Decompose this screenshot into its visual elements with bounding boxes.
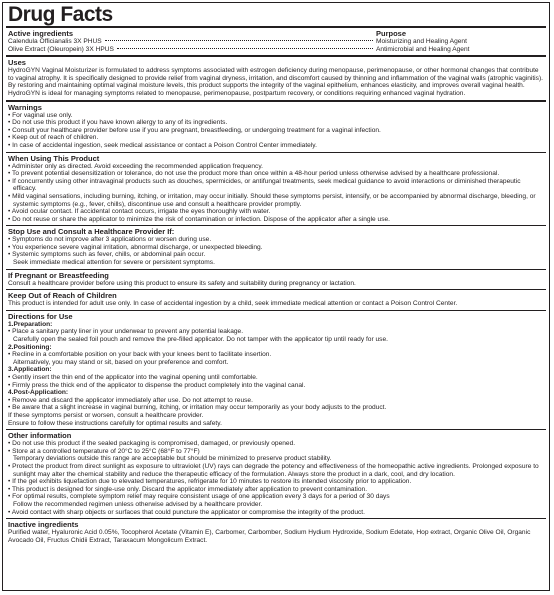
- direction-item-continuation: Alternatively, you may stand or sit, based on your preference and comfort.: [13, 358, 229, 366]
- pregnant-text: Consult a healthcare provider before using this product to ensure its safety and suitability during pregnancy or lactation.: [8, 279, 356, 287]
- directions-heading: Directions for Use: [8, 311, 73, 321]
- when-using-item: • Do not reuse or share the applicator to minimize the risk of contamination or infection. Dispose of the applicator after a single use.: [8, 215, 391, 223]
- when-using-section: [6, 152, 546, 226]
- other-info-item: • Protect the product from direct sunlight as exposure to ultraviolet (UV) rays can degrade the potency and effectiveness of the homeopathic active ingredients. Prolonged exposure to sunlight may alter the chemical stability and reduce the therapeutic efficacy of the formulation. Always store the product in a dark, cool, and dry location.: [8, 462, 539, 478]
- direction-step-title: 2.Positioning:: [8, 343, 52, 351]
- warning-item: • For vaginal use only.: [8, 111, 73, 119]
- other-info-item: • For optimal results, complete symptom relief may require consistent usage of one application every 3 days for a period of 30 days: [8, 493, 390, 501]
- direction-item-continuation: Carefully open the sealed foil pouch and remove the pre-filled applicator. Do not tamper with the applicator tip until ready for use.: [13, 336, 388, 344]
- other-info-item: • Store at a controlled temperature of 20°C to 25°C (68°F to 77°F): [8, 447, 200, 455]
- other-info-heading: Other information: [8, 431, 72, 441]
- direction-item: • Firmly press the thick end of the applicator to dispense the product completely into the vaginal canal.: [8, 381, 306, 389]
- active-ingredient-name: Calendula Officianalis 3X PHUS: [8, 38, 102, 45]
- stop-use-item: • Symptoms do not improve after 3 applications or worsen during use.: [8, 236, 212, 244]
- inactive-ingredients-section: [6, 518, 546, 546]
- other-info-item: • This product is designed for single-use only. Discard the applicator immediately after application to prevent contamination.: [8, 485, 368, 493]
- inactive-ingredients-heading: Inactive ingredients: [8, 520, 79, 530]
- direction-step-title: 1.Preparation:: [8, 320, 53, 328]
- when-using-item: • To prevent potential desensitization or tolerance, do not use the product more than once within a 48-hour period unless otherwise advised by a healthcare professional.: [8, 170, 500, 178]
- direction-closing-line: Ensure to follow these instructions carefully for optimal results and safety.: [8, 419, 222, 427]
- direction-item: • Gently insert the thin end of the applicator into the vaginal opening until comfortable.: [8, 374, 258, 381]
- active-ingredient-purpose: Moisturizing and Healing Agent: [376, 38, 467, 45]
- other-info-list: [8, 440, 544, 516]
- warnings-section: [6, 100, 546, 152]
- other-info-item: • If the gel exhibits liquefaction due to elevated temperatures, refrigerate for 10 minutes to restore its intended viscosity prior to application.: [8, 478, 412, 486]
- active-ingredient-name: Olive Extract (Oleuropein) 3X HPUS: [8, 45, 114, 53]
- active-ingredients-heading: Active ingredients: [8, 29, 74, 38]
- purpose-heading: Purpose: [376, 29, 407, 38]
- warning-item: • Do not use this product if you have known allergy to any of its ingredients.: [8, 119, 228, 127]
- active-ingredient-row: [8, 38, 544, 46]
- when-using-item: • Avoid ocular contact. If accidental contact occurs, irrigate the eyes thoroughly with water.: [8, 208, 271, 216]
- warnings-heading: Warnings: [8, 102, 42, 112]
- stop-use-note: Seek immediate medical attention for severe or persistent symptoms.: [13, 259, 215, 267]
- other-info-section: [6, 429, 546, 518]
- directions-section: [6, 310, 546, 429]
- directions-list: [8, 321, 544, 412]
- direction-item: • Be aware that a slight increase in vaginal burning, itching, or irritation may occur temporarily as your body adjusts to the product.: [8, 404, 387, 412]
- other-info-item: • Do not use this product if the sealed packaging is compromised, damaged, or previously opened.: [8, 440, 296, 448]
- pregnant-heading: If Pregnant or Breastfeeding: [8, 270, 109, 280]
- when-using-heading: When Using This Product: [8, 153, 100, 163]
- direction-item: • Remove and discard the applicator immediately after use. Do not attempt to reuse.: [8, 396, 253, 404]
- keep-out-section: [6, 289, 546, 310]
- directions-closing: [8, 412, 544, 427]
- uses-heading: Uses: [8, 58, 26, 68]
- when-using-item: • Administer only as directed. Avoid exceeding the recommended application frequency.: [8, 162, 263, 170]
- stop-use-item: • You experience severe vaginal irritation, abnormal discharge, or unexpected bleeding.: [8, 243, 263, 251]
- when-using-item: • If concurrently using other intravaginal products such as douches, spermicides, or antifungal treatments, seek medical guidance to avoid interactions or diminished therapeutic efficacy.: [8, 177, 521, 193]
- keep-out-heading: Keep Out of Reach of Children: [8, 291, 117, 301]
- pregnant-section: [6, 269, 546, 290]
- inactive-ingredients-text: Purified water, Hyaluronic Acid 0.05%, Tocopherol Acetate (Vitamin E), Carbomer, Carbomber, Sodium Hydium Hydroxide, Sodium Edetate, Hop extract, Organic Olive Oil, Organic Avocado Oil, Fructus Chidii Extract, Taraxacum Mongolicum Extract.: [8, 529, 531, 544]
- warning-item: • Consult your healthcare provider before use if you are pregnant, breastfeeding, or undergoing treatment for a vaginal infection.: [8, 126, 381, 134]
- active-ingredient-row: [8, 46, 544, 54]
- other-info-item-continuation: Follow the recommended regimen unless otherwise advised by a healthcare provider.: [13, 500, 263, 508]
- stop-use-heading: Stop Use and Consult a Healthcare Provider If:: [8, 227, 175, 237]
- when-using-item: • Mild vaginal sensations, including burning, itching, or irritation, may occur initially. Should these symptoms persist, intensify, or be accompanied by abnormal discharge, bleeding, or systemic symptoms (e.g., fever, chills), discontinue use and consult a healthcare provider promptly.: [8, 192, 536, 208]
- stop-use-list: [8, 236, 544, 259]
- keep-out-text: This product is intended for adult use only. In case of accidental ingestion by a child, seek immediate medical attention or contact a Poison Control Center.: [8, 300, 458, 308]
- active-ingredients-list: [8, 38, 544, 53]
- when-using-list: [8, 163, 544, 224]
- direction-step-title: 3.Application:: [8, 366, 52, 374]
- uses-text: HydroGYN Vaginal Moisturizer is formulated to address symptoms associated with estrogen deficiency during menopause, perimenopause, or other hormonal changes that contribute to vaginal atrophy. It is specifically designed to provide relief from vaginal dryness, irritation, and discomfort caused by thinning and inflammation of the vaginal walls (atrophic vaginitis). By restoring and maintaining optimal vaginal moisture levels, this product supports the integrity of the vaginal epithelium, enhances elasticity, and improves overall vaginal health. HydroGYN is ideal for managing symptoms related to menopause, perimenopause, postpartum recovery, or conditions requiring enhanced vaginal hydration.: [8, 67, 543, 97]
- direction-item: • Place a sanitary panty liner in your underwear to prevent any potential leakage.: [8, 328, 244, 336]
- uses-section: [6, 55, 546, 99]
- stop-use-section: [6, 225, 546, 268]
- direction-item: • Recline in a comfortable position on your back with your knees bent to facilitate insertion.: [8, 351, 272, 359]
- other-info-item-continuation: Temporary deviations outside this range are acceptable but should be minimized to preserve product stability.: [13, 455, 332, 463]
- active-ingredient-purpose: Antimicrobial and Healing Agent: [376, 45, 470, 53]
- warning-item: • In case of accidental ingestion, seek medical assistance or contact a Poison Control Center immediately.: [8, 141, 317, 149]
- warning-item: • Keep out of reach of children.: [8, 134, 99, 142]
- drug-facts-panel: [2, 2, 550, 591]
- leader-dots: [117, 48, 373, 49]
- direction-step-title: 4.Post-Application:: [8, 389, 69, 397]
- other-info-item: • Avoid contact with sharp objects or surfaces that could puncture the applicator or compromise the integrity of the product.: [8, 508, 365, 516]
- leader-dots: [105, 40, 373, 41]
- direction-closing-line: If these symptoms persist or worsen, consult a healthcare provider.: [8, 411, 204, 419]
- stop-use-item: • Systemic symptoms such as fever, chills, or abdominal pain occur.: [8, 251, 206, 259]
- warnings-list: [8, 112, 544, 150]
- page-title: Drug Facts: [8, 3, 113, 26]
- active-ingredients-section: [6, 26, 546, 55]
